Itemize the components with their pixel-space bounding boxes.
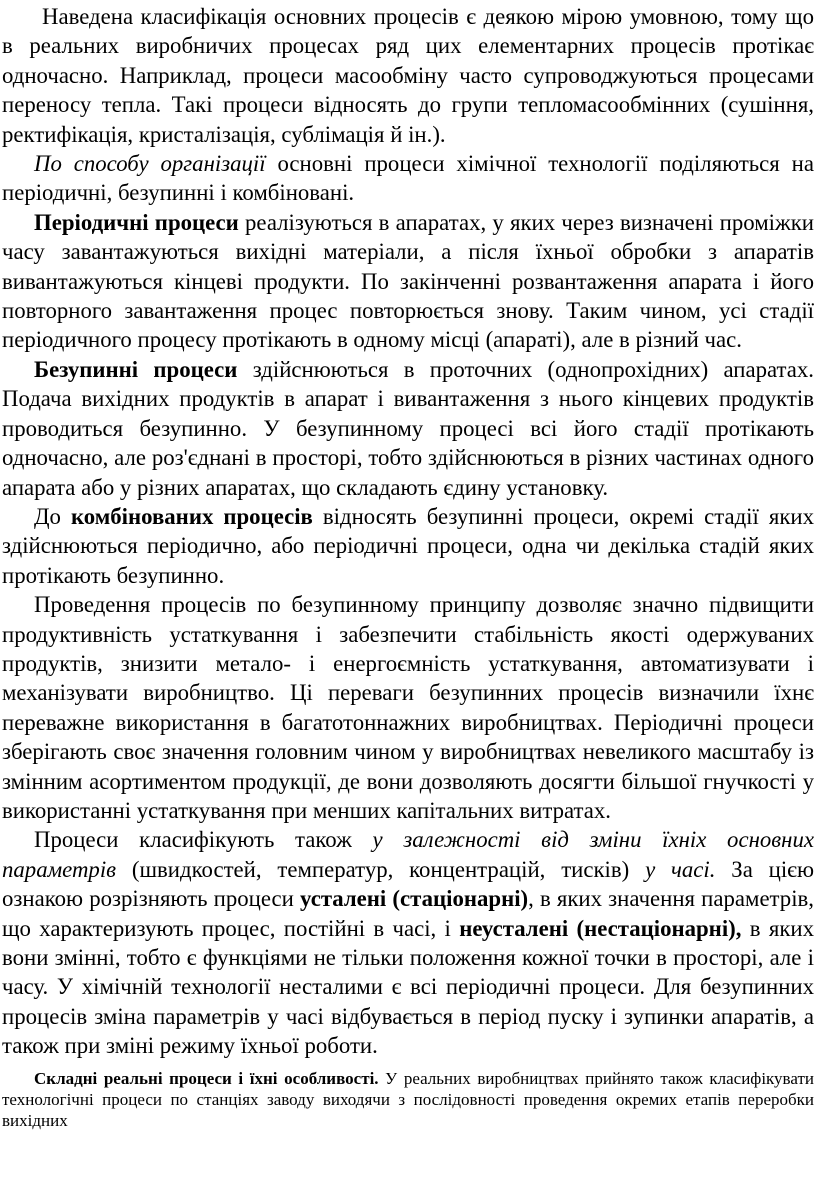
time-s2: (швидкостей, температур, концентрацій, тисків) bbox=[116, 856, 646, 882]
periodic-text: реалізуються в апаратах, у яких через визначені проміжки часу завантажуються вихідні матеріали, а після їхньої обробки з апаратів вивантажуються кінцеві продукти. По закінченні розвантаження апарата і його повторного завантаження процес повторюється знову. Таким чином, усі стадії періодичного процесу протікають в одному місці (апараті), але в різний час. bbox=[2, 209, 814, 353]
steady-term: усталені (стаціонарні) bbox=[300, 886, 529, 912]
advantages-text: Проведення процесів по безупинному принципу дозволяє значно підвищити продуктивність устаткування і забезпечити стабільність якості одержуваних продуктів, знизити метало- і енергоємність устаткування, автоматизувати і механізувати виробництво. Ці переваги безупинних процесів визначили їхнє переважне використання в багатотоннажних виробництвах. Періодичні процеси зберігають своє значення головним чином у виробництвах невеликого масштабу із змінним асортиментом продукції, де вони дозволяють досягти більшої гнучкості у використанні устаткування при менших капітальних витратах. bbox=[2, 592, 814, 823]
time-s4: , в яких значення параметрів, що характеризують процес, постійні в часі, і bbox=[2, 886, 814, 941]
combined-text: відносять безупинні процеси, окремі стадії яких здійснюються періодично, або періодичні процеси, одна чи декілька стадій яких протікають безупинно. bbox=[2, 503, 814, 588]
paragraph-advantages bbox=[2, 590, 814, 825]
paragraph-periodic bbox=[2, 208, 814, 355]
unsteady-term: неусталені (нестаціонарні), bbox=[459, 915, 742, 941]
time-s3: За цією ознакою розрізняють процеси bbox=[2, 856, 814, 912]
continuous-text: здійснюються в проточних (однопрохідних) апаратах. Подача вихідних продуктів в апарат і вивантаження з нього кінцевих продуктів проводиться безупинно. У безупинному процесі всі його стадії протікають одночасно, але роз'єднані в просторі, тобто здійснюються в різних частинах одного апарата або у різних апаратах, що складають єдину установку. bbox=[2, 356, 814, 500]
combined-pre: До bbox=[34, 503, 71, 529]
footnote-text: У реальних виробництвах прийнято також класифікувати технологічні процеси по станціях заводу виходячи з послідовності проведення окремих етапів переробки вихідних bbox=[2, 1068, 814, 1130]
combined-term: комбінованих процесів bbox=[70, 503, 313, 529]
time-i1: у залежності від зміни їхніх основних параметрів bbox=[2, 827, 814, 882]
paragraph-time-classification bbox=[2, 825, 814, 1060]
paragraph-intro bbox=[2, 0, 814, 149]
time-s1: Процеси класифікують також bbox=[34, 827, 373, 853]
organization-text: основні процеси хімічної технології поділяються на періодичні, безупинні і комбіновані. bbox=[2, 151, 814, 206]
periodic-term: Періодичні процеси bbox=[34, 209, 239, 235]
paragraph-continuous bbox=[2, 355, 814, 502]
footnote-heading: Складні реальні процеси і їхні особливості. bbox=[34, 1068, 379, 1088]
footnote-paragraph bbox=[2, 1068, 814, 1131]
paragraph-combined bbox=[2, 502, 814, 590]
paragraph-organization bbox=[2, 149, 814, 208]
intro-text: Наведена класифікація основних процесів є деякою мірою умовною, тому що в реальних виробничих процесах ряд цих елементарних процесів протікає одночасно. Наприклад, процеси масообміну часто супроводжуються процесами переносу тепла. Такі процеси відносять до групи тепломасообмінних (сушіння, ректифікація, кристалізація, сублімація й ін.). bbox=[2, 4, 814, 147]
organization-term: По способу організації bbox=[34, 151, 266, 177]
time-i2: у часі. bbox=[645, 856, 716, 882]
time-s5: в яких вони змінні, тобто є функціями не тільки положення кожної точки в просторі, але і часу. У хімічній технології несталими є всі періодичні процеси. Для безупинних процесів зміна параметрів у часі відбувається в період пуску і зупинки апаратів, а також при зміні режиму їхньої роботи. bbox=[2, 915, 815, 1059]
continuous-term: Безупинні процеси bbox=[34, 356, 238, 382]
